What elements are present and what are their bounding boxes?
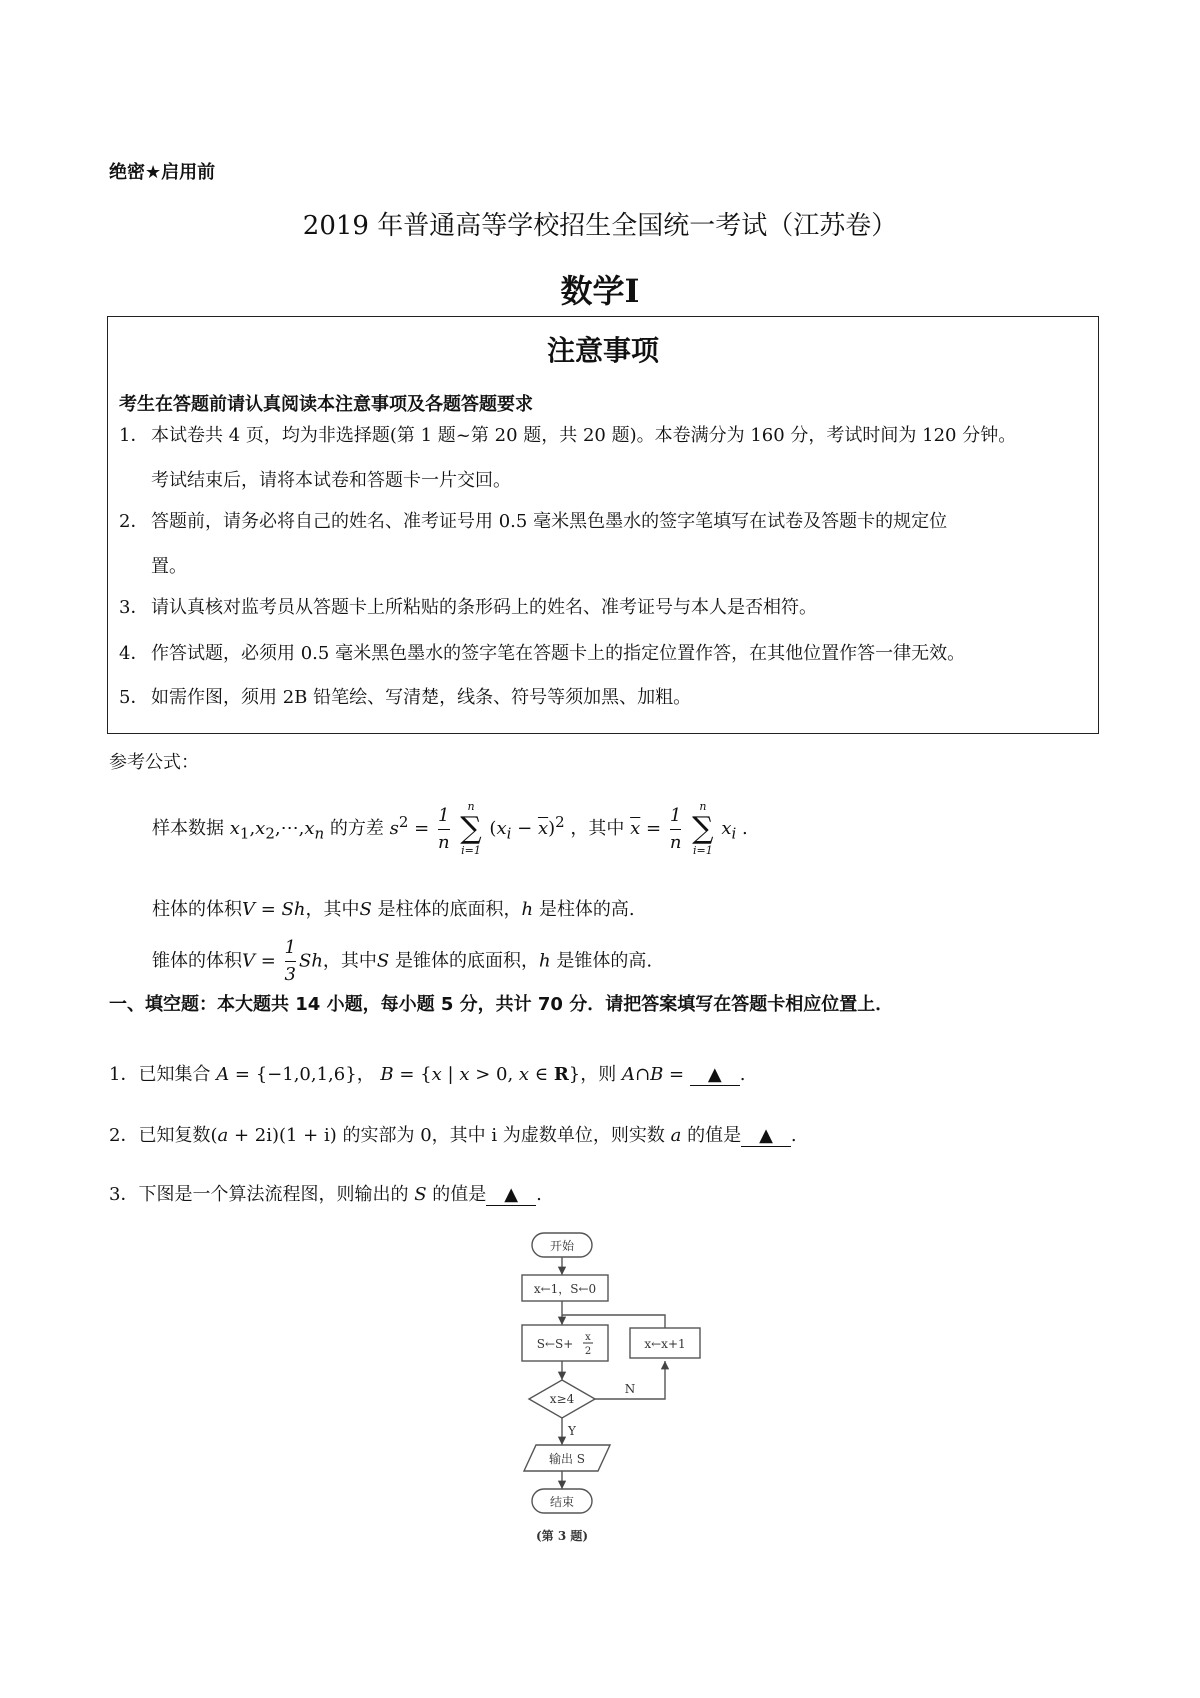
flowchart-frac-den: 2 (584, 1346, 592, 1357)
notice-item-number: 2． (119, 511, 149, 532)
notice-title: 注意事项 (546, 334, 659, 367)
notice-lead: 考生在答题前请认真阅读本注意事项及各题答题要求 (119, 394, 533, 415)
secret-label: 绝密★启用前 (109, 162, 216, 183)
flowchart-yes-label: Y (568, 1424, 576, 1438)
question-text: 为虚数单位，则实数 (502, 1125, 665, 1146)
question-text: ，则 (580, 1064, 617, 1085)
formula-cone: 锥体的体积V = $\frac{1}{3}$ Sh，其中S 是锥体的底面积，h 是锥体的高. (152, 935, 652, 988)
notice-item-2 (119, 499, 1087, 589)
formula-variance: 样本数据 $x_1,x_2,\cdots,x_n$ 的方差 $s^2$ = $\frac{1}{n}$ n ∑ i=1 $(x_i - \overline{x})^2$ ，其中 $\overline{x}$ = $\frac{1}{n}$ n ∑ i=1 $x_i$ . (152, 800, 748, 857)
answer-blank[interactable]: ▲ (486, 1184, 536, 1206)
question-text: 下图是一个算法流程图，则输出的 (138, 1184, 409, 1205)
formula-text: 样本数据 (152, 818, 224, 839)
subject-title: 数学Ⅰ (560, 272, 640, 310)
notice-item-3 (119, 585, 1087, 630)
question-number: 3． (109, 1184, 139, 1205)
question-text: 的值是 (687, 1125, 742, 1146)
notice-box (107, 316, 1099, 734)
question-2: 2．已知复数(a + 2i)(1 + i) 的实部为 0，其中 i 为虚数单位，则实数 a 的值是 ▲ . (109, 1125, 797, 1146)
flowchart-condition-label: x≥4 (549, 1392, 575, 1406)
formula-text: 是柱体的高. (538, 899, 635, 920)
formula-text: 柱体的体积 (152, 899, 242, 920)
flowchart-start-label: 开始 (549, 1239, 575, 1253)
flowchart-frac-num: x (585, 1332, 591, 1343)
notice-item-1 (119, 413, 1087, 503)
notice-item-number: 5． (119, 687, 149, 708)
notice-item-continuation: 置。 (151, 556, 187, 577)
flowchart-update-x-label: x←x+1 (644, 1337, 686, 1351)
question-number: 1． (109, 1064, 139, 1085)
notice-item-5 (119, 675, 1087, 720)
question-text: 已知集合 (138, 1064, 211, 1085)
question-3: 3．下图是一个算法流程图，则输出的 S 的值是 ▲ . (109, 1184, 542, 1205)
formula-text: 是锥体的底面积， (395, 950, 539, 972)
notice-item-text: 本试卷共 4 页，均为非选择题(第 1 题~第 20 题，共 20 题)。本卷满分为 160 分，考试时间为 120 分钟。 (151, 425, 1017, 446)
flowchart-end-label: 结束 (549, 1495, 575, 1509)
notice-item-number: 1． (119, 425, 149, 446)
flowchart-output-label: 输出 S (548, 1452, 586, 1466)
figure-caption: (第 3 题) (535, 1529, 589, 1543)
formula-text: ，其中 (570, 818, 625, 839)
question-text: 已知复数 (138, 1125, 211, 1146)
notice-item-text: 答题前，请务必将自己的姓名、准考证号用 0.5 毫米黑色墨水的签字笔填写在试卷及答题卡的规定位 (151, 511, 948, 532)
question-text: 的值是 (432, 1184, 487, 1205)
notice-item-text: 如需作图，须用 2B 铅笔绘、写清楚，线条、符号等须加黑、加粗。 (151, 687, 692, 708)
question-text: 的实部为 0，其中 (342, 1125, 486, 1146)
formula-cylinder: 柱体的体积V = Sh，其中S 是柱体的底面积，h 是柱体的高. (152, 899, 635, 920)
section-heading: 一、填空题：本大题共 14 小题，每小题 5 分，共计 70 分．请把答案填写在答题卡相应位置上． (109, 994, 894, 1015)
question-text: ， (356, 1064, 375, 1085)
answer-blank[interactable]: ▲ (690, 1064, 740, 1086)
notice-item-text: 请认真核对监考员从答题卡上所粘贴的条形码上的姓名、准考证号与本人是否相符。 (151, 597, 817, 618)
formula-text: ，其中 (322, 950, 377, 972)
notice-item-number: 3． (119, 597, 149, 618)
reference-label: 参考公式： (109, 752, 199, 773)
formula-text: ，其中 (305, 899, 360, 920)
formula-text: 的方差 (329, 818, 384, 839)
notice-item-number: 4． (119, 643, 149, 664)
flowchart-update-s-label: S←S+ (536, 1337, 574, 1351)
formula-text: 是柱体的底面积， (377, 899, 522, 920)
flowchart-no-label: N (624, 1382, 636, 1396)
exam-title: 2019 年普通高等学校招生全国统一考试（江苏卷） (302, 211, 898, 241)
question-1: 1．已知集合 A = {−1,0,1,6}， B = {x | x > 0, x ∈ R}，则 A∩B = ▲ . (109, 1064, 746, 1085)
notice-item-4 (119, 631, 1087, 676)
notice-item-text: 作答试题，必须用 0.5 毫米黑色墨水的签字笔在答题卡上的指定位置作答，在其他位置作答一律无效。 (151, 643, 966, 664)
formula-text: 是锥体的高. (556, 950, 653, 972)
answer-blank[interactable]: ▲ (741, 1125, 791, 1147)
formula-text: 锥体的体积 (152, 950, 242, 972)
notice-item-continuation: 考试结束后，请将本试卷和答题卡一片交回。 (151, 470, 511, 491)
flowchart (500, 1225, 720, 1545)
question-number: 2． (109, 1125, 139, 1146)
flowchart-init-label: x←1，S←0 (533, 1282, 597, 1296)
